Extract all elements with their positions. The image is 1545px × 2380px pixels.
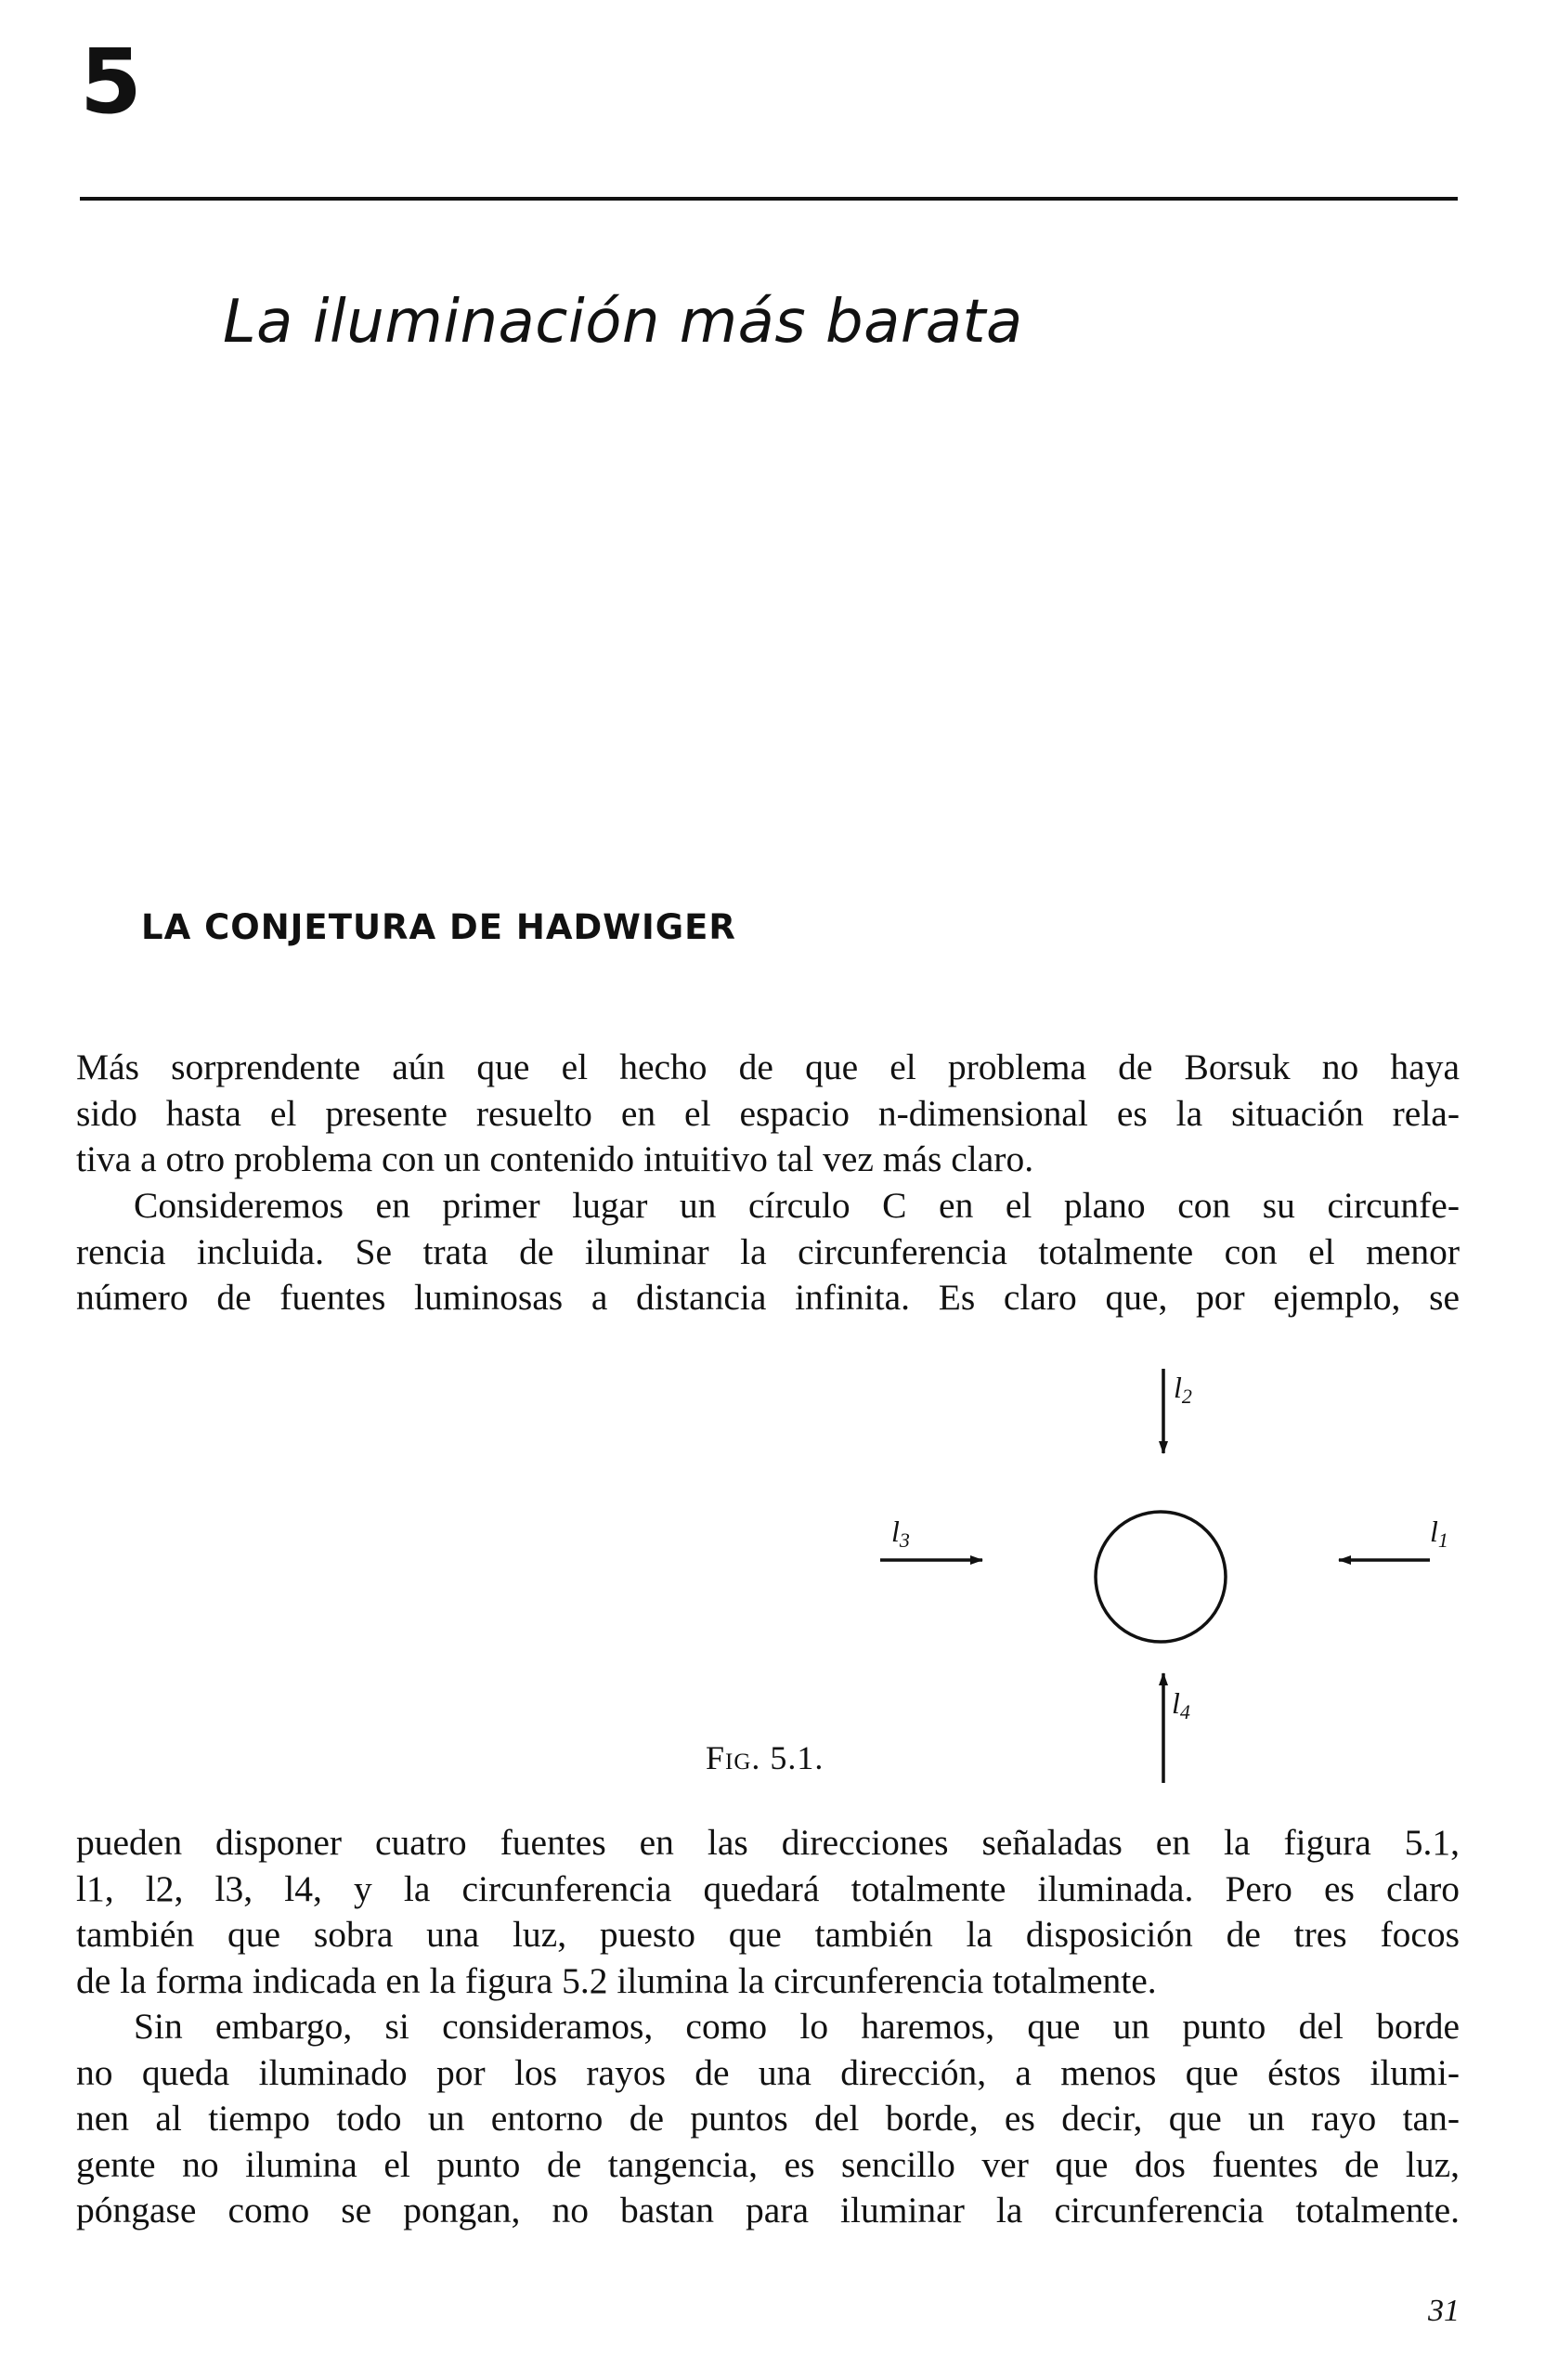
text-line: pueden disponer cuatro fuentes en las direcciones señaladas en la figura 5.1, [76, 1822, 1460, 1863]
figure-5-1-diagram [0, 1356, 1545, 1801]
text-line: Consideremos en primer lugar un círculo C en el plano con su circunfe- [134, 1185, 1460, 1226]
text-line: de la forma indicada en la figura 5.2 ilumina la circunferencia totalmente. [76, 1959, 1157, 2001]
text-line: rencia incluida. Se trata de iluminar la circunferencia totalmente con el menor [76, 1230, 1460, 1272]
label-l4: l4 [1172, 1686, 1190, 1723]
circle-c [1096, 1512, 1226, 1642]
section-heading: LA CONJETURA DE HADWIGER [141, 907, 736, 947]
figure-caption [706, 1738, 824, 1777]
figure-caption-number: 5.1. [770, 1739, 824, 1776]
paragraph-4 [76, 2004, 1460, 2234]
text-line: l1, l2, l3, l4, y la circunferencia quedará totalmente iluminada. Pero es claro [76, 1867, 1460, 1909]
paragraph-3 [76, 1820, 1460, 2004]
text-line: tiva a otro problema con un contenido intuitivo tal vez más claro. [76, 1138, 1034, 1179]
page-number: 31 [1428, 2294, 1460, 2328]
label-l1: l1 [1430, 1515, 1448, 1552]
chapter-rule [80, 197, 1458, 201]
paragraph-1 [76, 1045, 1460, 1183]
label-l2: l2 [1174, 1371, 1192, 1408]
text-line: Más sorprendente aún que el hecho de que el problema de Borsuk no haya [76, 1047, 1460, 1087]
text-line: nen al tiempo todo un entorno de puntos del borde, es decir, que un rayo tan- [76, 2098, 1460, 2139]
text-line: Sin embargo, si consideramos, como lo haremos, que un punto del borde [134, 2006, 1460, 2047]
text-line: sido hasta el presente resuelto en el espacio n-dimensional es la situación rela- [76, 1092, 1460, 1134]
label-l3: l3 [891, 1515, 910, 1552]
text-line: también que sobra una luz, puesto que también la disposición de tres focos [76, 1914, 1460, 1955]
text-line: póngase como se pongan, no bastan para iluminar la circunferencia totalmente. [76, 2190, 1460, 2230]
text-line: gente no ilumina el punto de tangencia, es sencillo ver que dos fuentes de luz, [76, 2143, 1460, 2185]
paragraph-2 [76, 1183, 1460, 1321]
figure-caption-prefix: Fig. [706, 1739, 761, 1776]
chapter-number: 5 [80, 30, 140, 134]
chapter-title: La iluminación más barata [223, 288, 1023, 357]
text-line: número de fuentes luminosas a distancia infinita. Es claro que, por ejemplo, se [76, 1277, 1460, 1318]
text-line: no queda iluminado por los rayos de una dirección, a menos que éstos ilumi- [76, 2051, 1460, 2093]
